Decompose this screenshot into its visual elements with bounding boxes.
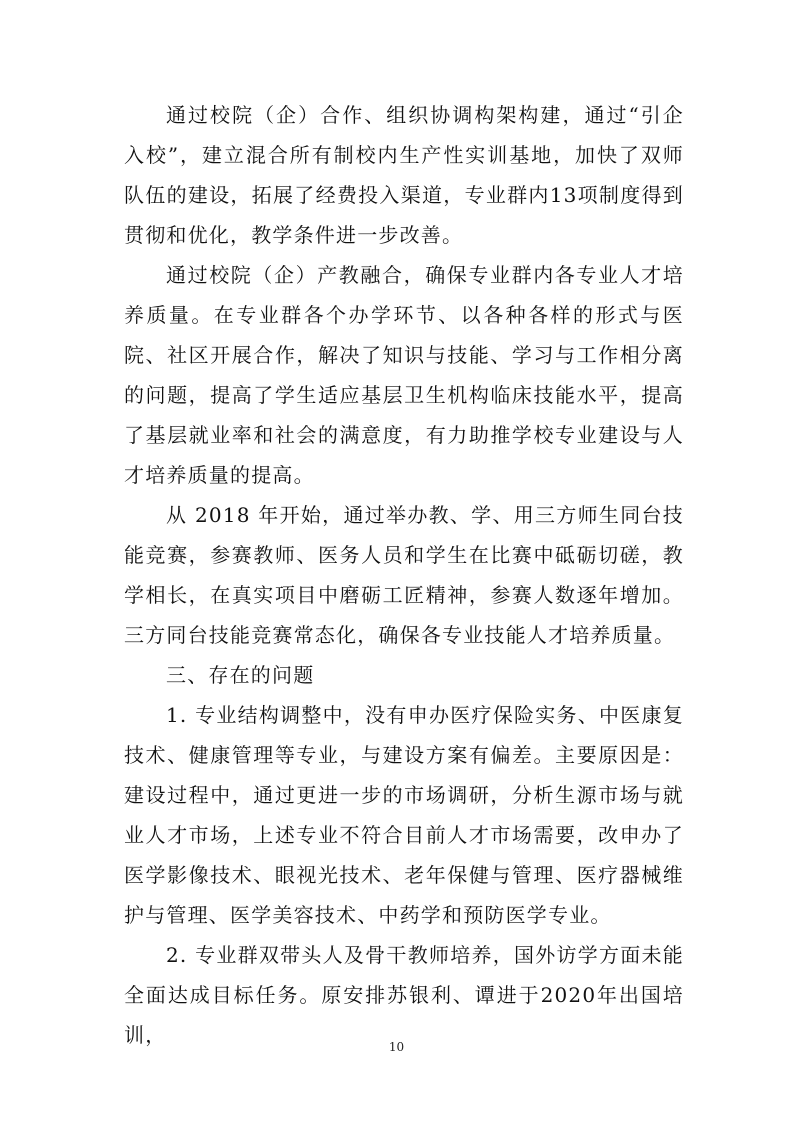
document-body <box>124 95 684 1055</box>
issue-item-1: 1. 专业结构调整中，没有申办医疗保险实务、中医康复技术、健康管理等专业，与建设方案有偏差。主要原因是：建设过程中，通过更进一步的市场调研，分析生源市场与就业人才市场，上述专业不符合目前人才市场需要，改申办了医学影像技术、眼视光技术、老年保健与管理、医疗器械维护与管理、医学美容技术、中药学和预防医学专业。 <box>124 703 684 927</box>
page-number: 10 <box>388 1040 405 1054</box>
section-heading: 三、存在的问题 <box>166 663 315 687</box>
paragraph-competition: 从 2018 年开始，通过举办教、学、用三方师生同台技能竞赛，参赛教师、医务人员和学生在比赛中砥砺切磋，教学相长，在真实项目中磨砺工匠精神，参赛人数逐年增加。三方同台技能竞赛常态化，确保各专业技能人才培养质量。 <box>124 503 684 647</box>
issue-item-2: 2. 专业群双带头人及骨干教师培养，国外访学方面未能全面达成目标任务。原安排苏银利、谭进于2020年出国培训， <box>124 943 684 1047</box>
paragraph-integration: 通过校院（企）产教融合，确保专业群内各专业人才培养质量。在专业群各个办学环节、以各种各样的形式与医院、社区开展合作，解决了知识与技能、学习与工作相分离的问题，提高了学生适应基层卫生机构临床技能水平，提高了基层就业率和社会的满意度，有力助推学校专业建设与人才培养质量的提高。 <box>124 263 684 487</box>
paragraph-cooperation: 通过校院（企）合作、组织协调构架构建，通过“引企入校”，建立混合所有制校内生产性实训基地，加快了双师队伍的建设，拓展了经费投入渠道，专业群内13项制度得到贯彻和优化，教学条件进一步改善。 <box>124 103 684 247</box>
